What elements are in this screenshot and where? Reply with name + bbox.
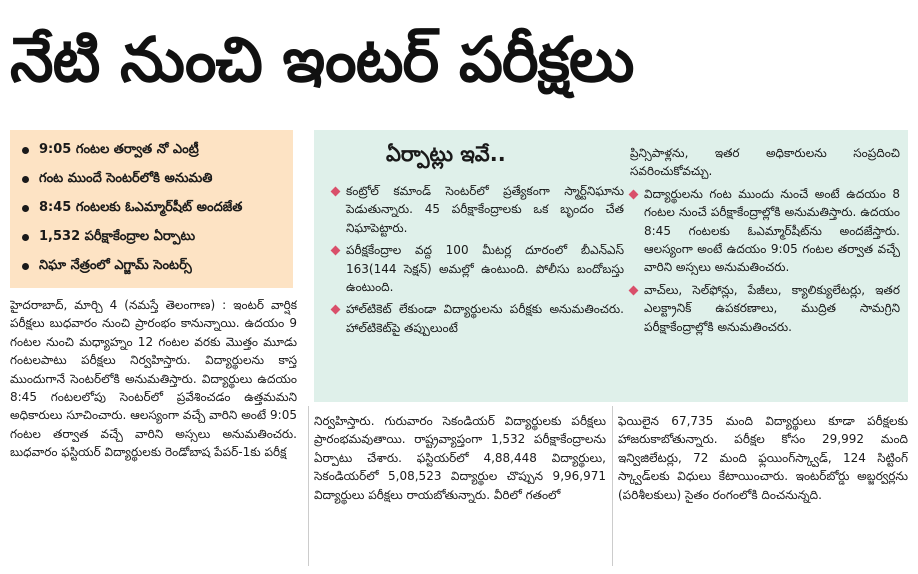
bullet-icon	[22, 147, 29, 154]
box-continuation-text: ప్రిన్సిపాళ్లను, ఇతర అధికారులను సంప్రదించి సవరించుకోవచ్చు.	[630, 146, 900, 179]
bullet-icon	[22, 176, 29, 183]
article-paragraph: ఫెయిలైన 67,735 మంది విద్యార్థులు కూడా పరీక్షలకు హాజరుకాబోతున్నారు. పరీక్షల కోసం 29,992 మంది ఇన్విజిలేటర్లు, 72 మంది ఫ్లయింగ్‌స్క్వాడ్, 124 సిట్టింగ్ స్క్వాడ్‌లకు విధులు కేటాయించారు. ఇంటర్‌బోర్డు అబ్జర్వర్లను (పరిశీలకులు) సైతం రంగంలోకి దించనున్నది.	[618, 414, 908, 502]
arrangements-box	[314, 130, 908, 402]
box-right-column	[630, 144, 900, 394]
highlight-text: గంట ముందే సెంటర్‌లోకి అనుమతి	[39, 170, 213, 186]
highlight-text: 1,532 పరీక్షాకేంద్రాల ఏర్పాటు	[39, 228, 196, 244]
bullet-icon	[22, 205, 29, 212]
diamond-bullet-icon	[629, 285, 639, 295]
highlight-item	[18, 136, 285, 165]
highlight-item	[18, 223, 285, 252]
diamond-bullet-icon	[331, 305, 341, 315]
article-column-2	[314, 412, 606, 566]
box-list-item: కంట్రోల్ కమాండ్ సెంటర్‌లో ప్రత్యేకంగా స్మార్ట్‌నిఘాను పెడుతున్నారు. 45 పరీక్షాకేంద్రాలకు ఒక బృందం చేత నిఘాపెట్టారు.	[332, 182, 624, 237]
article-paragraph: హైదరాబాద్, మార్చి 4 (నమస్తే తెలంగాణ) : ఇంటర్ వార్షిక పరీక్షలు బుధవారం నుంచి ప్రారంభం కానున్నాయి. ఉదయం 9 గంటల నుంచి మధ్యాహ్నం 12 గంటల వరకు మొత్తం మూడు గంటలపాటు పరీక్షలు నిర్వహిస్తారు. విద్యార్థులను కాస్త ముందుగానే సెంటర్‌లోకి అనుమతిస్తారు. విద్యార్థులు ఉదయం 8:45 గంటలలోపు సెంటర్‌లో ప్రవేశించడం ఉత్తమమని అధికారులు సూచించారు. ఆలస్యంగా వచ్చే వారిని అంటే 9:05 గంటల తర్వాత వచ్చే వారిని అస్సలు అనుమతించరు. బుధవారం ఫస్టియర్ విద్యార్థులకు రెండోబాష పేపర్-1కు పరీక్ష	[10, 298, 297, 460]
highlight-text: 9:05 గంటల తర్వాత నో ఎంట్రీ	[39, 141, 199, 157]
highlight-text: నిఘా నేత్రంలో ఎగ్జామ్ సెంటర్స్	[39, 257, 192, 273]
bullet-icon	[22, 263, 29, 270]
box-left-column	[332, 182, 624, 392]
article-column-1	[10, 296, 297, 566]
box-list-item: పరీక్షకేంద్రాల వద్ద 100 మీటర్ల దూరంలో బీఎన్‌ఎస్ 163(144 సెక్షన్) అమల్లో ఉంటుంది. పోలీసు బందోబస్తు ఉంటుంది.	[332, 241, 624, 296]
diamond-bullet-icon	[629, 189, 639, 199]
column-divider	[308, 406, 309, 566]
highlight-text: 8:45 గంటలకు ఓఎమ్మార్‌షీట్ అందజేత	[39, 199, 243, 215]
article-column-3	[618, 412, 908, 566]
box-list-item: విద్యార్థులను గంట ముందు నుంచే అంటే ఉదయం 8 గంటల నుంచే పరీక్షాకేంద్రాల్లోకి అనుమతిస్తారు. ఉదయం 8:45 గంటలకు ఓఎమ్మార్‌షీట్‌ను అందజేస్తారు. ఆలస్యంగా అంటే ఉదయం 9:05 గంటల తర్వాత వచ్చే వారిని అస్సలు అనుమతించరు.	[630, 185, 900, 277]
box-list-item: హాల్‌టికెట్ లేకుండా విద్యార్థులను పరీక్షకు అనుమతించరు. హాల్‌టికెట్‌పై తప్పులుంటే	[332, 300, 624, 337]
highlights-box	[10, 130, 293, 288]
highlight-item	[18, 165, 285, 194]
bullet-icon	[22, 234, 29, 241]
diamond-bullet-icon	[331, 187, 341, 197]
box-title: ఏర్పాట్లు ఇవే..	[386, 142, 506, 166]
diamond-bullet-icon	[331, 246, 341, 256]
headline: నేటి నుంచి ఇంటర్ పరీక్షలు	[10, 23, 634, 96]
highlight-item	[18, 194, 285, 223]
highlight-item	[18, 252, 285, 281]
column-divider	[612, 406, 613, 566]
article-paragraph: నిర్వహిస్తారు. గురువారం సెకండియర్ విద్యార్థులకు పరీక్షలు ప్రారంభమవుతాయి. రాష్ట్రవ్యాప్తంగా 1,532 పరీక్షాకేంద్రాలను ఏర్పాటు చేశారు. ఫస్టియర్‌లో 4,88,448 విద్యార్థులు, సెకండియర్‌లో 5,08,523 విద్యార్థుల చొప్పున 9,96,971 విద్యార్థులు పరీక్షలు రాయబోతున్నారు. వీరిలో గతంలో	[314, 414, 606, 502]
box-list-item: వాచ్‌లు, సెల్‌ఫోన్లు, పేజీలు, క్యాలిక్యులేటర్లు, ఇతర ఎలక్ట్రానిక్ ఉపకరణాలు, ముద్రిత సామగ్రిని పరీక్షాకేంద్రాల్లోకి అనుమతించరు.	[630, 281, 900, 336]
